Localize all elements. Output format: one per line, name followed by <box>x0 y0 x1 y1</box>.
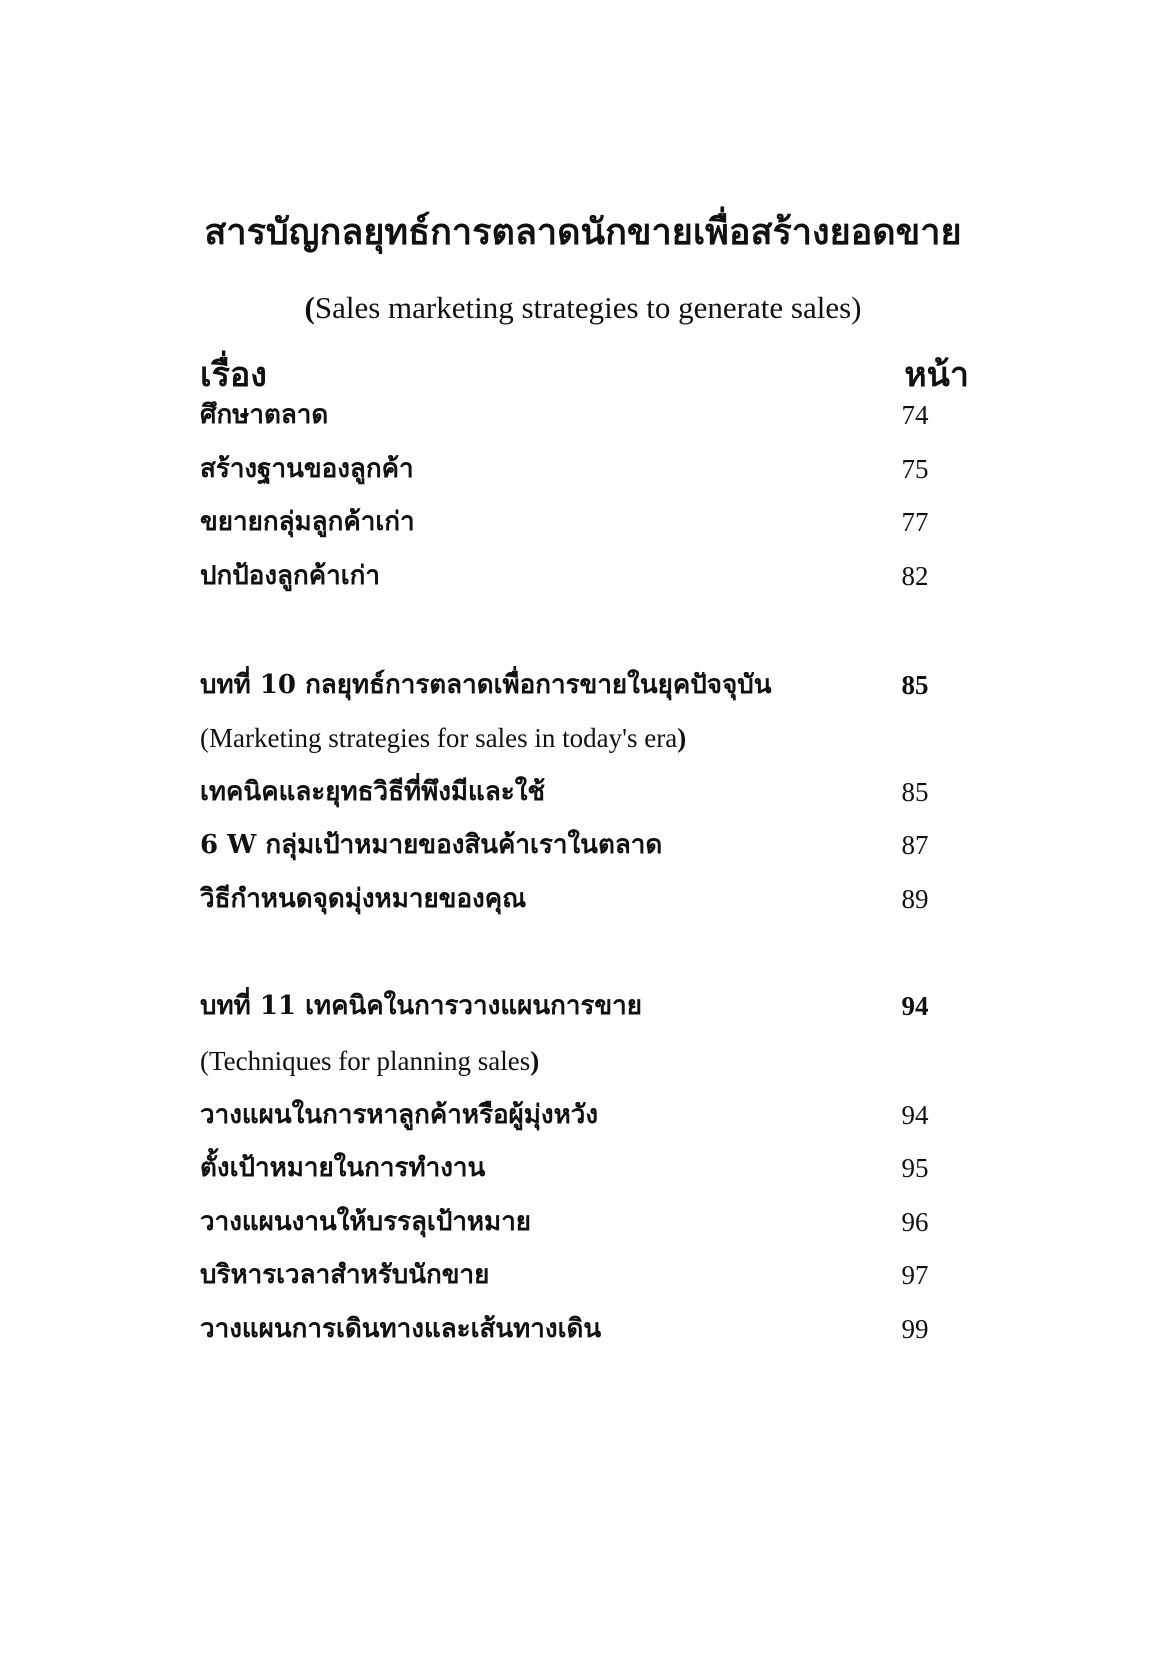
toc-entry-label: ศึกษาตลาด <box>200 400 329 430</box>
chapter-english-close-paren: ) <box>530 1046 540 1076</box>
column-header-topic: เรื่อง <box>200 355 267 395</box>
chapter-heading-page: 85 <box>901 670 929 700</box>
chapter-11-heading <box>200 986 945 1026</box>
toc-entry <box>200 879 945 919</box>
toc-entry-label: เทคนิคและยุทธวิธีที่พึงมีและใช้ <box>200 777 546 807</box>
toc-entry <box>200 825 945 865</box>
toc-entry <box>200 1095 945 1135</box>
toc-entry-label: ปกป้องลูกค้าเก่า <box>200 561 380 591</box>
toc-entry-page: 97 <box>901 1260 929 1290</box>
toc-entry-page: 77 <box>901 507 929 537</box>
toc-entry-label: ตั้งเป้าหมายในการทำงาน <box>200 1153 486 1183</box>
toc-entry-page: 94 <box>901 1100 929 1130</box>
toc-entry <box>200 1255 945 1295</box>
subtitle-open-paren: ( <box>304 290 315 325</box>
chapter-english-text: (Marketing strategies for sales in today's era <box>200 723 678 753</box>
chapter-11-english-title <box>200 1041 945 1081</box>
toc-entry-page: 75 <box>901 454 929 484</box>
toc-entry <box>200 1309 945 1349</box>
toc-entry-label: บริหารเวลาสำหรับนักขาย <box>200 1260 490 1290</box>
chapter-english-text: (Techniques for planning sales <box>200 1046 531 1076</box>
toc-entry <box>200 395 945 435</box>
page-title: สารบัญกลยุทธ์การตลาดนักขายเพื่อสร้างยอดขาย <box>204 211 962 253</box>
chapter-heading-label: บทที่ 10 กลยุทธ์การตลาดเพื่อการขายในยุคปัจจุบัน <box>200 670 772 700</box>
chapter-heading-page: 94 <box>901 991 929 1021</box>
toc-entry <box>200 1202 945 1242</box>
toc-entry <box>200 1148 945 1188</box>
toc-entry <box>200 449 945 489</box>
toc-entry-label: สร้างฐานของลูกค้า <box>200 454 414 484</box>
toc-entry-label: วิธีกำหนดจุดมุ่งหมายของคุณ <box>200 884 527 914</box>
subtitle-text: Sales marketing strategies to generate sales) <box>314 290 862 325</box>
toc-entry-label: ขยายกลุ่มลูกค้าเก่า <box>200 507 415 537</box>
toc-entry-page: 85 <box>901 777 929 807</box>
toc-entry-page: 87 <box>901 830 929 860</box>
chapter-english-close-paren: ) <box>677 723 687 753</box>
chapter-10-english-title <box>200 718 945 758</box>
toc-entry-label: วางแผนงานให้บรรลุเป้าหมาย <box>200 1207 532 1237</box>
toc-entry-label: วางแผนการเดินทางและเส้นทางเดิน <box>200 1314 602 1344</box>
toc-entry-page: 96 <box>901 1207 929 1237</box>
toc-entry-label: 6 W กลุ่มเป้าหมายของสินค้าเราในตลาด <box>200 830 663 860</box>
column-header-page: หน้า <box>904 355 969 395</box>
toc-entry <box>200 772 945 812</box>
toc-entry <box>200 502 945 542</box>
toc-entry <box>200 556 945 596</box>
toc-entry-page: 82 <box>901 561 929 591</box>
chapter-10-heading <box>200 665 945 705</box>
toc-entry-label: วางแผนในการหาลูกค้าหรือผู้มุ่งหวัง <box>200 1100 599 1130</box>
toc-entry-page: 95 <box>901 1153 929 1183</box>
toc-entry-page: 74 <box>901 400 929 430</box>
chapter-heading-label: บทที่ 11 เทคนิคในการวางแผนการขาย <box>200 991 642 1021</box>
toc-entry-page: 99 <box>901 1314 929 1344</box>
page-subtitle <box>0 288 1166 328</box>
toc-entry-page: 89 <box>901 884 929 914</box>
